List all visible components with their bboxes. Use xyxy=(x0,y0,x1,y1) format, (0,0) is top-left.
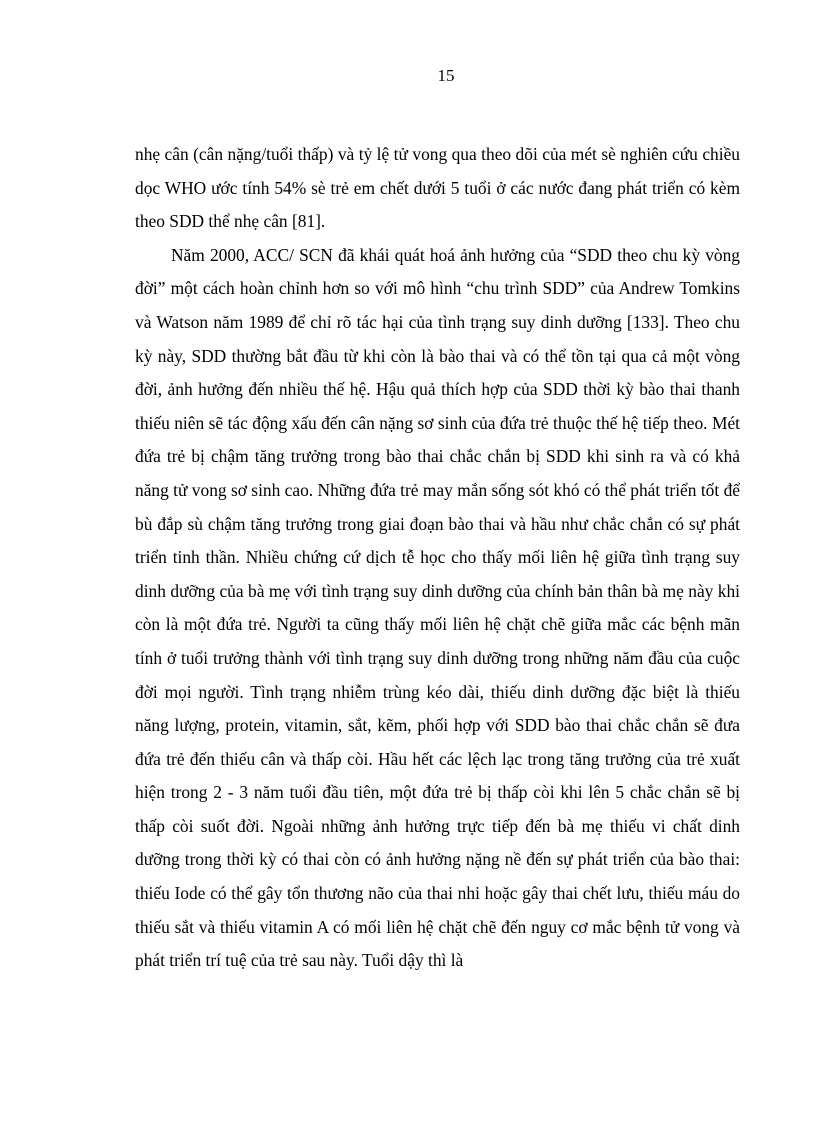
page-number: 15 xyxy=(437,66,455,85)
body-text xyxy=(135,138,740,978)
paragraph-malnutrition-life-cycle: Năm 2000, ACC/ SCN đã khái quát hoá ảnh hưởng của “SDD theo chu kỳ vòng đời” một cách hoàn chỉnh hơn so với mô hình “chu trình SDD” của Andrew Tomkins và Watson năm 1989 để chỉ rõ tác hại của tình trạng suy dinh dưỡng [133]. Theo chu kỳ này, SDD thường bắt đầu từ khi còn là bào thai và có thể tồn tại qua cả một vòng đời, ảnh hưởng đến nhiều thế hệ. Hậu quả thích hợp của SDD thời kỳ bào thai thanh thiếu niên sẽ tác động xấu đến cân nặng sơ sinh của đứa trẻ thuộc thế hệ tiếp theo. Mét đứa trẻ bị chậm tăng trưởng trong bào thai chắc chắn bị SDD khi sinh ra và có khả năng tử vong sơ sinh cao. Những đứa trẻ may mắn sống sót khó có thể phát triển tốt để bù đắp sù chậm tăng trưởng trong giai đoạn bào thai và hầu như chắc chắn có sự phát triển tinh thần. Nhiều chứng cứ dịch tễ học cho thấy mối liên hệ giữa tình trạng suy dinh dưỡng của bà mẹ với tình trạng suy dinh dưỡng của chính bản thân bà mẹ này khi còn là một đứa trẻ. Người ta cũng thấy mối liên hệ chặt chẽ giữa mắc các bệnh mãn tính ở tuổi trưởng thành với tình trạng suy dinh dưỡng trong những năm đầu của cuộc đời mọi người. Tình trạng nhiễm trùng kéo dài, thiếu dinh dưỡng đặc biệt là thiếu năng lượng, protein, vitamin, sắt, kẽm, phối hợp với SDD bào thai chắc chắn sẽ đưa đứa trẻ đến thiếu cân và thấp còi. Hầu hết các lệch lạc trong tăng trưởng của trẻ xuất hiện trong 2 - 3 năm tuổi đầu tiên, một đứa trẻ bị thấp còi khi lên 5 chắc chắn sẽ bị thấp còi suốt đời. Ngoài những ảnh hưởng trực tiếp đến bà mẹ thiếu vi chất dinh dưỡng trong thời kỳ có thai còn có ảnh hưởng nặng nề đến sự phát triển của bào thai: thiếu Iode có thể gây tổn thương não của thai nhi hoặc gây thai chết lưu, thiếu máu do thiếu sắt và thiếu vitamin A có mối liên hệ chặt chẽ đến nguy cơ mắc bệnh tử vong và phát triển trí tuệ của trẻ sau này. Tuổi dậy thì là xyxy=(135,244,740,971)
paragraph-continuation: nhẹ cân (cân nặng/tuổi thấp) và tỷ lệ tử vong qua theo dõi của mét sè nghiên cứu chiều dọc WHO ước tính 54% sè trẻ em chết dưới 5 tuổi ở các nước đang phát triển có kèm theo SDD thể nhẹ cân [81]. xyxy=(135,144,740,232)
